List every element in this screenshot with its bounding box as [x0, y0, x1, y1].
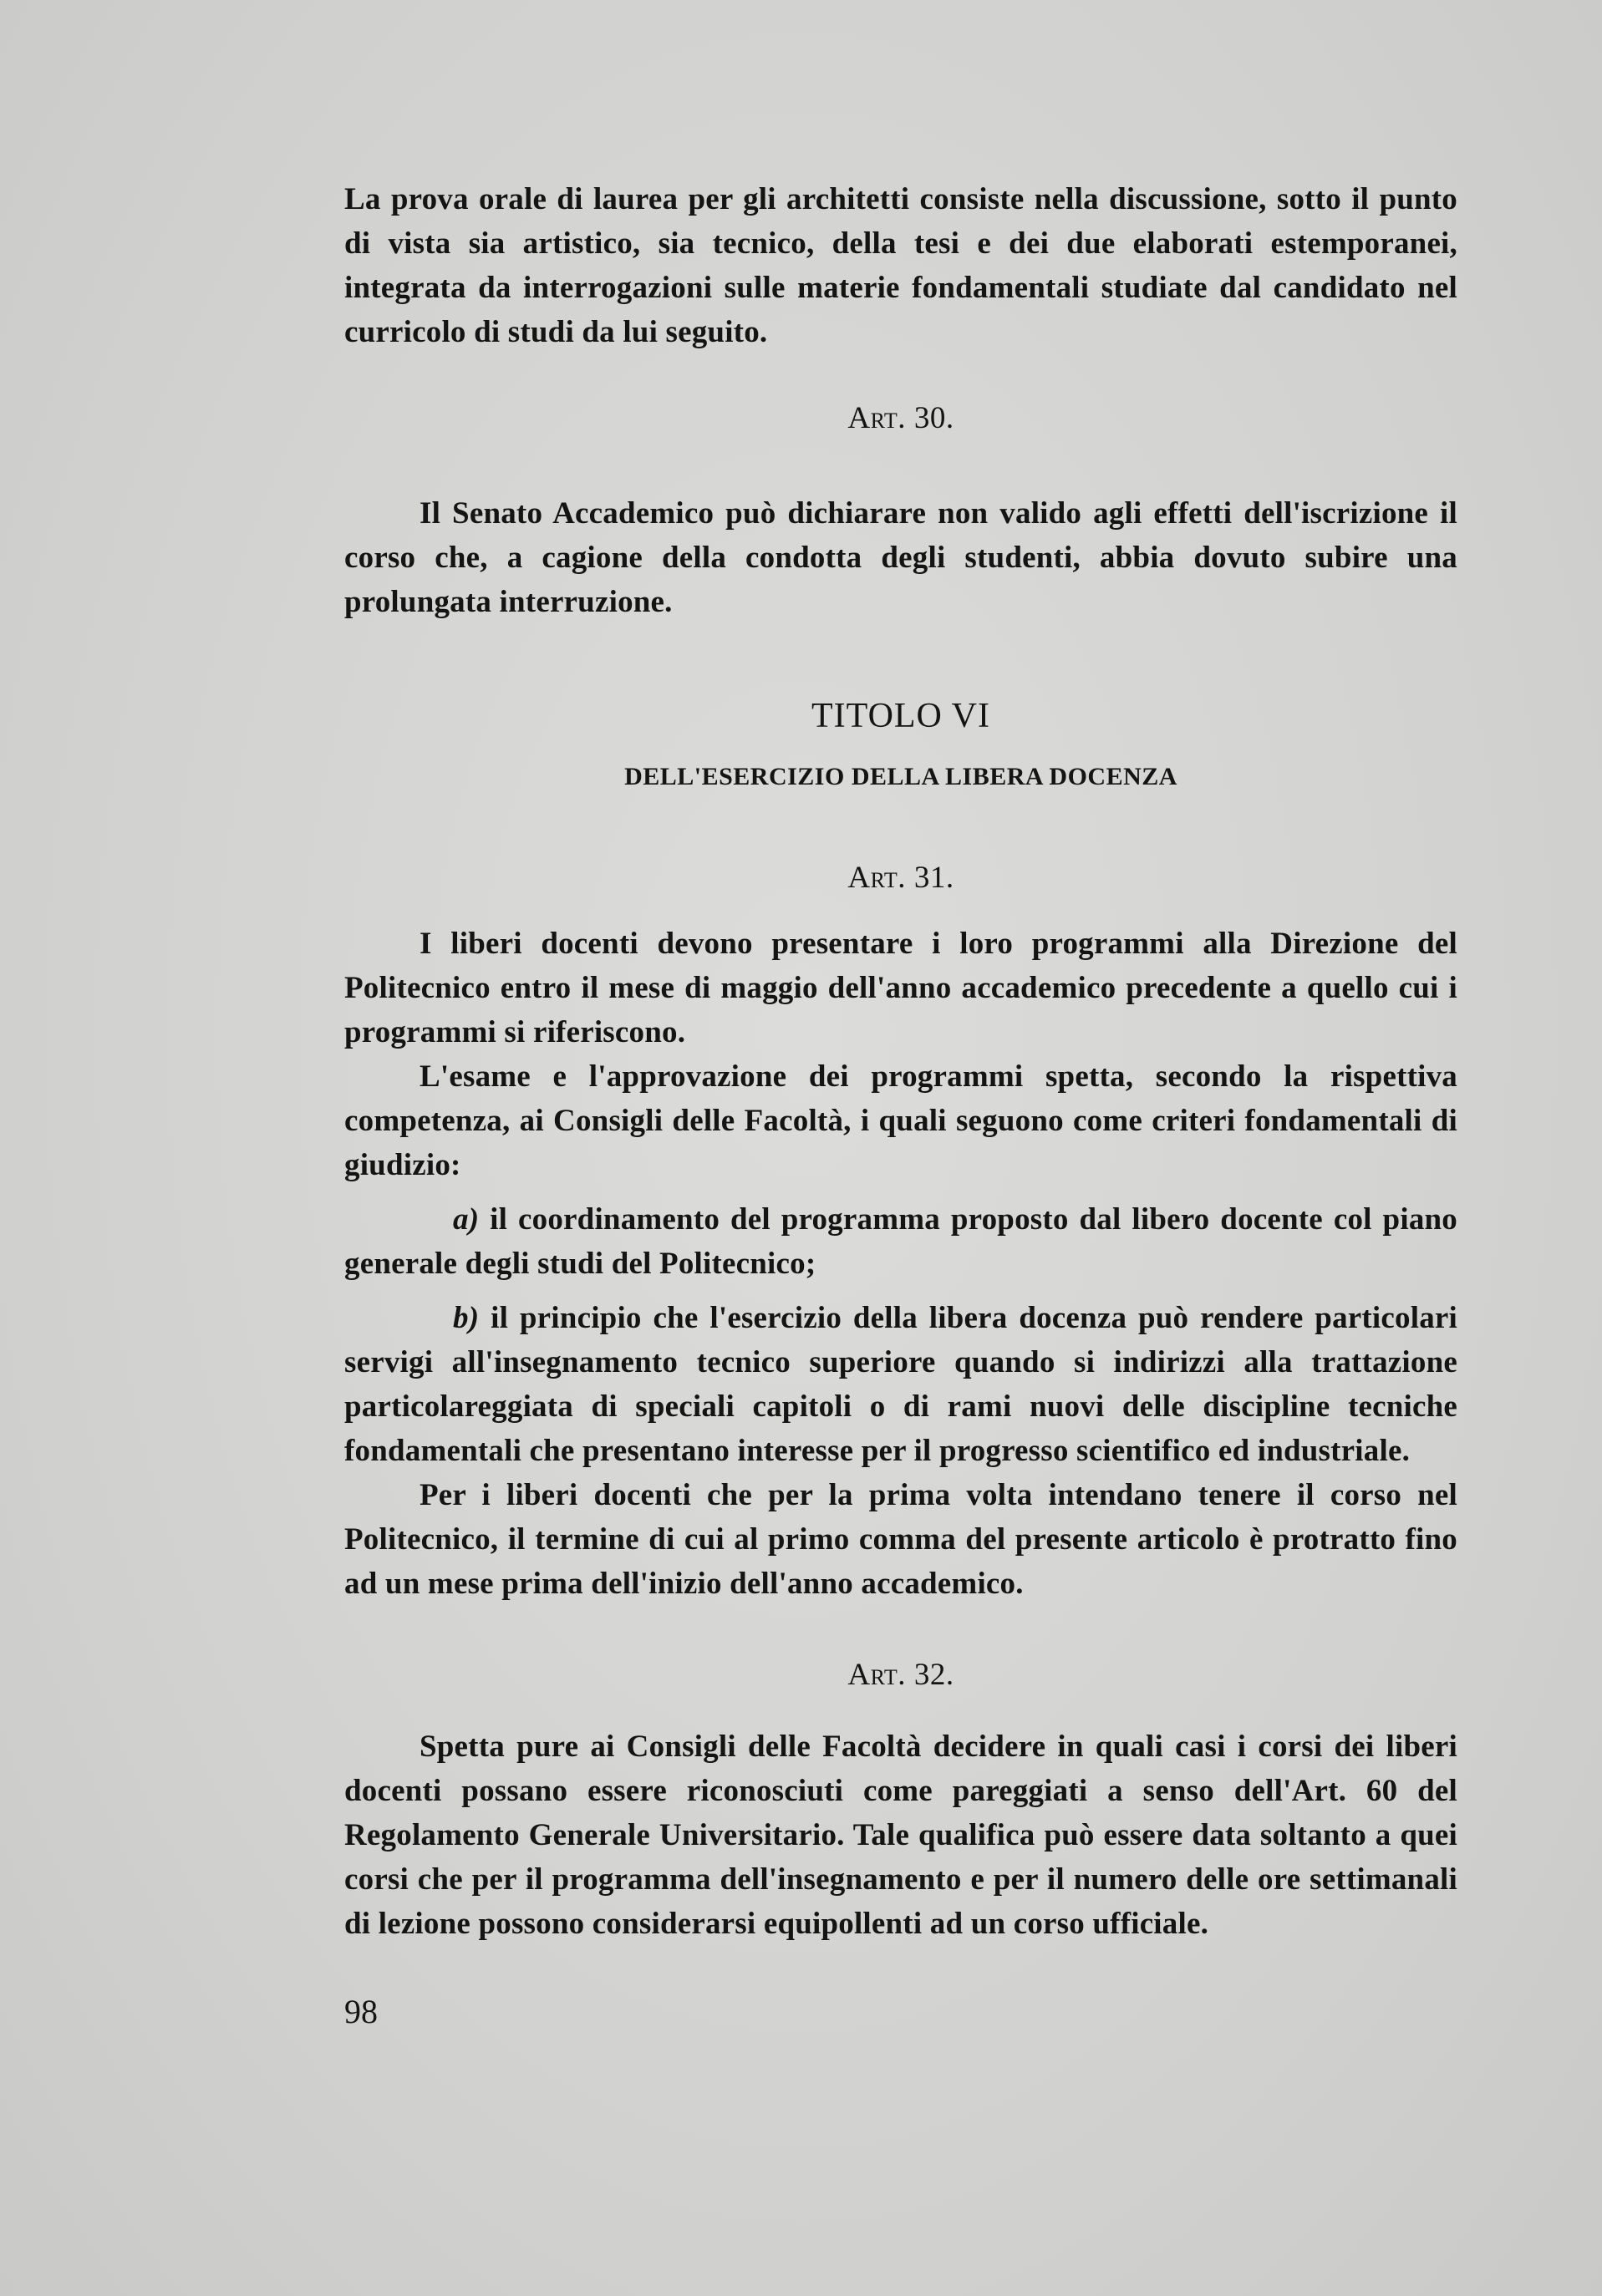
paragraph-text: La prova orale di laurea per gli architetti consiste nella discussione, sotto il punto di vista sia artistico, sia tecnico, della tesi e dei due elaborati estemporanei, integrata da interrogazioni sulle materie fondamentali studiate dal candidato nel curricolo di studi da lui seguito.: [344, 182, 1457, 349]
paragraph-intro: [344, 177, 1457, 354]
list-marker: a): [453, 1202, 480, 1237]
list-marker: b): [453, 1301, 480, 1335]
list-item-text: il coordinamento del programma proposto dal libero docente col piano generale degli studi del Politecnico;: [344, 1202, 1457, 1281]
article-31-item-a: [344, 1197, 1457, 1286]
article-31-paragraph-3: Per i liberi docenti che per la prima volta intendano tenere il corso nel Politecnico, il termine di cui al primo comma del presente articolo è protratto fino ad un mese prima dell'inizio dell'anno accademico.: [344, 1478, 1457, 1601]
list-item-text: il principio che l'esercizio della libera docenza può rendere particolari servigi all'insegnamento tecnico superiore quando si indirizzi alla trattazione particolareggiata di speciali capitoli o di rami nuovi delle discipline tecniche fondamentali che presentano interesse per il progresso scientifico ed industriale.: [344, 1301, 1458, 1468]
article-label: Art.: [847, 1658, 907, 1692]
article-number: 32.: [913, 1658, 954, 1692]
page-number: 98: [344, 1993, 378, 2030]
article-32-heading: [344, 1653, 1457, 1697]
article-31-body: [344, 922, 1457, 1606]
article-number: 30.: [913, 401, 954, 435]
article-31-paragraph-1: I liberi docenti devono presentare i loro programmi alla Direzione del Politecnico entro il mese di maggio dell'anno accademico precedente a quello cui i programmi si riferiscono.: [344, 927, 1457, 1049]
article-label: Art.: [847, 861, 907, 895]
article-30-body: [344, 491, 1457, 624]
article-31-heading: [344, 856, 1457, 900]
article-number: 31.: [913, 861, 954, 895]
article-32-text: Spetta pure ai Consigli delle Facoltà decidere in quali casi i corsi dei liberi docenti possano essere riconosciuti come pareggiati a senso dell'Art. 60 del Regolamento Generale Universitario. Tale qualifica può essere data soltanto a quei corsi che per il programma dell'insegnamento e per il numero delle ore settimanali di lezione possono considerarsi equipollenti ad un corso ufficiale.: [344, 1730, 1457, 1941]
titolo-subtitle: DELL'ESERCIZIO DELLA LIBERA DOCENZA: [624, 763, 1177, 790]
article-32-body: [344, 1725, 1457, 1946]
article-31-item-b: [344, 1296, 1457, 1473]
titolo-title: TITOLO VI: [811, 697, 990, 735]
article-31-paragraph-2: L'esame e l'approvazione dei programmi spetta, secondo la rispettiva competenza, ai Consigli delle Facoltà, i quali seguono come criteri fondamentali di giudizio:: [344, 1059, 1457, 1182]
article-30-text: Il Senato Accademico può dichiarare non valido agli effetti dell'iscrizione il corso che, a cagione della condotta degli studenti, abbia dovuto subire una prolungata interruzione.: [344, 496, 1457, 619]
article-label: Art.: [847, 401, 907, 435]
article-30-heading: [344, 396, 1457, 440]
